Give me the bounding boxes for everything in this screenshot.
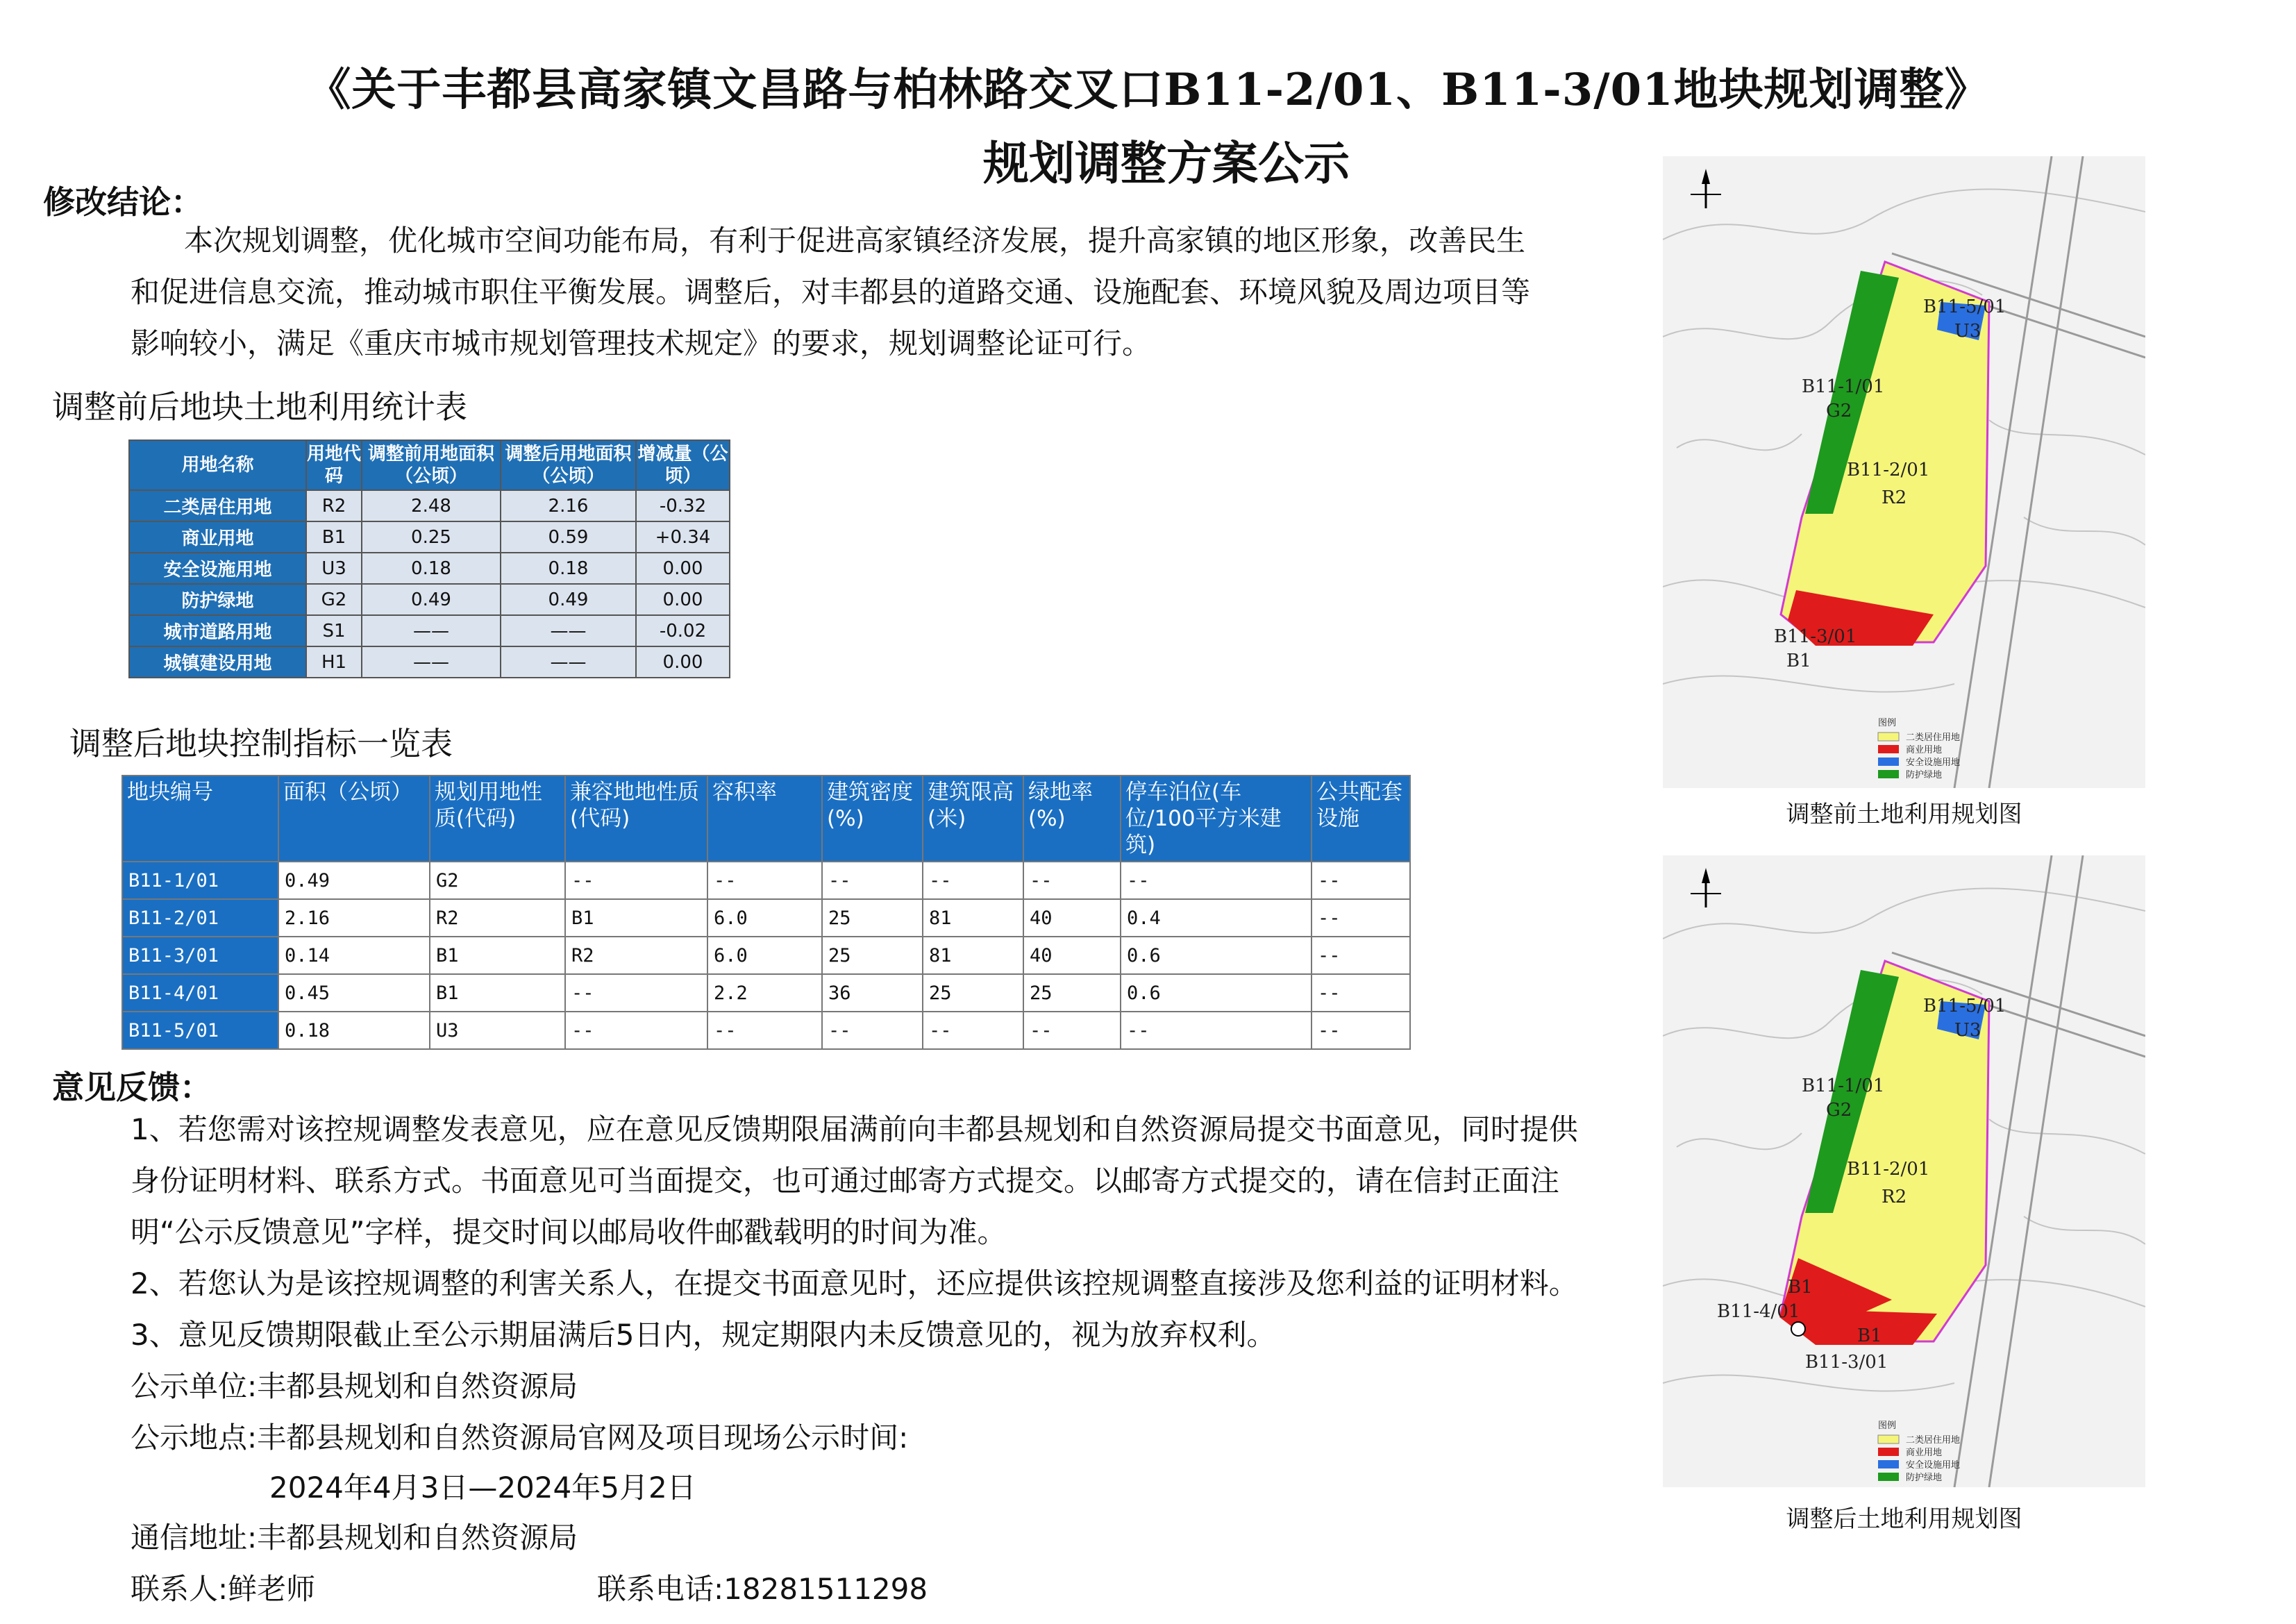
cell: U3 (430, 1012, 565, 1049)
cell: -- (1023, 1012, 1121, 1049)
cell: 36 (822, 974, 923, 1012)
cell: 0.00 (636, 584, 730, 615)
map-label: B11-4/01 (1717, 1301, 1800, 1322)
cell: B11-4/01 (122, 974, 278, 1012)
map-after-caption: 调整后土地利用规划图 (1786, 1505, 2022, 1533)
cell: B11-2/01 (122, 899, 278, 937)
legend-label: 商业用地 (1906, 1448, 1943, 1458)
page-title: 《关于丰都县高家镇文昌路与柏林路交叉口B11-2/01、B11-3/01地块规划调整》 (306, 64, 1990, 116)
cell: —— (501, 615, 636, 646)
col-header: 面积（公顷） (278, 776, 430, 862)
stats-table-caption: 调整前后地块土地利用统计表 (52, 388, 467, 426)
col-header: 增减量（公顷） (636, 440, 730, 490)
cell: 0.6 (1121, 937, 1312, 974)
cell: -- (923, 1012, 1023, 1049)
cell: 0.49 (501, 584, 636, 615)
table-row (122, 899, 1410, 937)
col-header: 停车泊位(车位/100平方米建筑) (1121, 776, 1312, 862)
map-label: B11-3/01 (1805, 1352, 1888, 1373)
map-label: B1 (1857, 1325, 1882, 1346)
cell: 城镇建设用地 (129, 646, 306, 678)
cell: -- (707, 862, 822, 899)
mailing-address: 通信地址:丰都县规划和自然资源局 (131, 1521, 578, 1555)
land-use-stats-table (128, 440, 730, 678)
cell: B1 (565, 899, 707, 937)
legend-label: 安全设施用地 (1906, 757, 1961, 768)
cell: -- (1121, 862, 1312, 899)
map-label: R2 (1882, 1187, 1907, 1207)
col-header: 容积率 (707, 776, 822, 862)
cell: 25 (1023, 974, 1121, 1012)
table-row (122, 937, 1410, 974)
cell: 0.18 (362, 553, 501, 584)
table-row (122, 862, 1410, 899)
cell: 0.00 (636, 553, 730, 584)
cell: 安全设施用地 (129, 553, 306, 584)
cell: —— (501, 646, 636, 678)
cell: 2.2 (707, 974, 822, 1012)
table-row (122, 1012, 1410, 1049)
cell: 2.48 (362, 490, 501, 521)
map-label: B11-1/01 (1802, 376, 1885, 397)
table-row (129, 584, 730, 615)
table-row (129, 615, 730, 646)
cell: -- (1121, 1012, 1312, 1049)
cell: -- (1023, 862, 1121, 899)
cell: R2 (565, 937, 707, 974)
legend-label: 防护绿地 (1906, 770, 1943, 780)
map-before-caption: 调整前土地利用规划图 (1786, 801, 2022, 828)
map-label: B11-2/01 (1847, 1159, 1930, 1180)
map-label: R2 (1882, 487, 1907, 508)
cell: H1 (306, 646, 362, 678)
cell: 0.18 (501, 553, 636, 584)
legend-title: 图例 (1878, 718, 1897, 728)
col-header: 用地代码 (306, 440, 362, 490)
map-label: B11-2/01 (1847, 460, 1930, 480)
col-header: 调整前用地面积（公顷） (362, 440, 501, 490)
cell: —— (362, 615, 501, 646)
cell: 2.16 (278, 899, 430, 937)
cell: 0.14 (278, 937, 430, 974)
table-row (129, 521, 730, 553)
legend-label: 防护绿地 (1906, 1473, 1943, 1483)
map-label: G2 (1826, 401, 1852, 421)
cell: -- (1312, 899, 1410, 937)
cell: 40 (1023, 937, 1121, 974)
cell: +0.34 (636, 521, 730, 553)
cell: 25 (822, 899, 923, 937)
cell: 25 (822, 937, 923, 974)
feedback-item: 明“公示反馈意见”字样，提交时间以邮局收件邮戳载明的时间为准。 (131, 1215, 1007, 1249)
cell: B1 (430, 974, 565, 1012)
cell: -- (822, 862, 923, 899)
cell: B11-5/01 (122, 1012, 278, 1049)
cell: 6.0 (707, 899, 822, 937)
contact-person: 联系人:鲜老师 (131, 1572, 316, 1606)
cell: 0.45 (278, 974, 430, 1012)
cell: R2 (306, 490, 362, 521)
feedback-item: 3、意见反馈期限截止至公示期届满后5日内，规定期限内未反馈意见的，视为放弃权利。 (131, 1318, 1276, 1352)
cell: 6.0 (707, 937, 822, 974)
cell: B1 (306, 521, 362, 553)
cell: 25 (923, 974, 1023, 1012)
map-before (1663, 156, 2145, 788)
legend-label: 二类居住用地 (1906, 1435, 1961, 1446)
col-header: 用地名称 (129, 440, 306, 490)
legend-label: 二类居住用地 (1906, 733, 1961, 743)
cell: -0.02 (636, 615, 730, 646)
col-header: 公共配套设施 (1312, 776, 1410, 862)
cell: 40 (1023, 899, 1121, 937)
table-row (129, 490, 730, 521)
map-label: B11-1/01 (1802, 1075, 1885, 1096)
cell: 商业用地 (129, 521, 306, 553)
cell: U3 (306, 553, 362, 584)
col-header: 建筑密度(%) (822, 776, 923, 862)
table-row (129, 553, 730, 584)
map-label: G2 (1826, 1100, 1852, 1121)
cell: -- (565, 974, 707, 1012)
conclusion-line: 影响较小，满足《重庆市城市规划管理技术规定》的要求，规划调整论证可行。 (131, 326, 1152, 360)
cell: -- (822, 1012, 923, 1049)
cell: 0.6 (1121, 974, 1312, 1012)
col-header: 兼容地地性质(代码) (565, 776, 707, 862)
map-label: U3 (1954, 1020, 1981, 1041)
cell: B11-3/01 (122, 937, 278, 974)
cell: -- (565, 862, 707, 899)
cell: 0.00 (636, 646, 730, 678)
feedback-item: 2、若您认为是该控规调整的利害关系人，在提交书面意见时，还应提供该控规调整直接涉及您利益的证明材料。 (131, 1266, 1578, 1300)
cell: -- (1312, 1012, 1410, 1049)
map-label: B11-5/01 (1923, 996, 2006, 1016)
indicator-table-caption: 调整后地块控制指标一览表 (69, 725, 453, 762)
col-header: 绿地率(%) (1023, 776, 1121, 862)
cell: 81 (923, 899, 1023, 937)
cell: 0.4 (1121, 899, 1312, 937)
cell: 0.25 (362, 521, 501, 553)
cell: 二类居住用地 (129, 490, 306, 521)
conclusion-heading: 修改结论： (43, 183, 203, 221)
cell: G2 (430, 862, 565, 899)
contact-phone: 联系电话:18281511298 (597, 1572, 928, 1606)
map-label: B1 (1786, 651, 1811, 671)
col-header: 地块编号 (122, 776, 278, 862)
north-arrow-icon (1691, 868, 1721, 907)
map-label: B11-5/01 (1923, 296, 2006, 317)
cell: —— (362, 646, 501, 678)
cell: B11-1/01 (122, 862, 278, 899)
conclusion-line: 本次规划调整，优化城市空间功能布局，有利于促进高家镇经济发展，提升高家镇的地区形象，改善民生 (184, 224, 1526, 258)
feedback-heading: 意见反馈： (52, 1069, 212, 1106)
cell: 0.18 (278, 1012, 430, 1049)
cell: -- (1312, 862, 1410, 899)
cell: -- (923, 862, 1023, 899)
cell: G2 (306, 584, 362, 615)
col-header: 建筑限高(米) (923, 776, 1023, 862)
facility-icon (1791, 1322, 1805, 1336)
feedback-item: 1、若您需对该控规调整发表意见，应在意见反馈期限届满前向丰都县规划和自然资源局提交书面意见，同时提供 (131, 1112, 1578, 1146)
cell: 防护绿地 (129, 584, 306, 615)
legend-label: 安全设施用地 (1906, 1460, 1961, 1471)
cell: 城市道路用地 (129, 615, 306, 646)
col-header: 调整后用地面积（公顷） (501, 440, 636, 490)
legend-label: 商业用地 (1906, 745, 1943, 755)
cell: 0.59 (501, 521, 636, 553)
cell: S1 (306, 615, 362, 646)
legend-title: 图例 (1878, 1421, 1897, 1431)
table-row (122, 974, 1410, 1012)
cell: 0.49 (278, 862, 430, 899)
publish-unit: 公示单位:丰都县规划和自然资源局 (131, 1369, 578, 1403)
cell: B1 (430, 937, 565, 974)
cell: 2.16 (501, 490, 636, 521)
page-subtitle: 规划调整方案公示 (983, 136, 1350, 190)
cell: R2 (430, 899, 565, 937)
control-indicator-table (121, 775, 1411, 1050)
map-after (1663, 855, 2145, 1487)
table-row (129, 646, 730, 678)
cell: -- (707, 1012, 822, 1049)
cell: -0.32 (636, 490, 730, 521)
feedback-item: 身份证明材料、联系方式。书面意见可当面提交，也可通过邮寄方式提交。以邮寄方式提交的，请在信封正面注 (131, 1164, 1560, 1198)
map-label: B1 (1788, 1277, 1813, 1298)
cell: -- (1312, 974, 1410, 1012)
north-arrow-icon (1691, 169, 1721, 208)
cell: 0.49 (362, 584, 501, 615)
col-header: 规划用地性质(代码) (430, 776, 565, 862)
cell: -- (1312, 937, 1410, 974)
cell: -- (565, 1012, 707, 1049)
map-label: B11-3/01 (1774, 626, 1857, 647)
conclusion-line: 和促进信息交流，推动城市职住平衡发展。调整后，对丰都县的道路交通、设施配套、环境风貌及周边项目等 (131, 275, 1531, 309)
cell: 81 (923, 937, 1023, 974)
publish-location: 公示地点:丰都县规划和自然资源局官网及项目现场公示时间: (131, 1421, 909, 1455)
publish-period: 2024年4月3日—2024年5月2日 (269, 1471, 696, 1505)
map-label: U3 (1954, 321, 1981, 342)
